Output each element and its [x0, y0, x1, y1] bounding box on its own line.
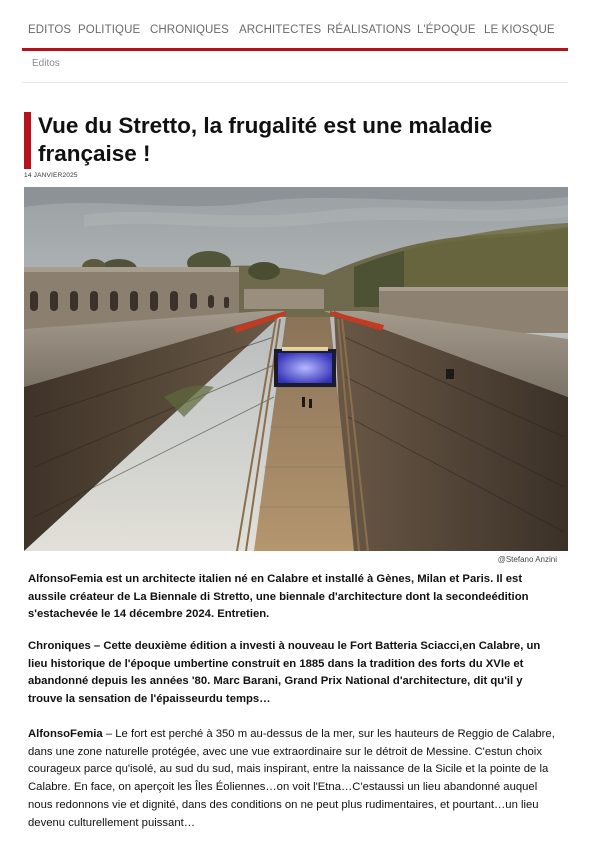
nav-item-le-kiosque[interactable]: LE KIOSQUE	[484, 24, 555, 36]
photo-credit: @Stefano Anzini	[497, 555, 557, 564]
breadcrumb	[22, 52, 568, 83]
breadcrumb-editos[interactable]: Editos	[32, 58, 60, 69]
answer-text: – Le fort est perché à 350 m au-dessus de la mer, sur les hauteurs de Reggio de Calabre, dans une zone naturelle protégée, avec une vue extraordinaire sur le détroit de Messine. C'estun choix courageux parce qu'isolé, au sud du sud, mais inspirant, entre la naissance de la Sicile et la pointe de la Calabre. En face, on aperçoit les Îles Éoliennes…on voit l'Etna…C'estaussi un lieu abandonné auquel nous redonnons vie et dignité, dans des conditions on ne peut plus rudimentaires, et pourtant…un lieu devenu culturellement puissant…	[28, 728, 555, 829]
answer-speaker: AlfonsoFemia	[28, 728, 103, 740]
nav-item-editos[interactable]: EDITOS	[28, 24, 72, 36]
article-intro: AlfonsoFemia est un architecte italien né en Calabre et installé à Gènes, Milan et Paris. Il est aussile créateur de La Biennale di Stretto, une biennale d'architecture dont la secondeédition s'estachevée le 14 décembre 2024. Entretien.	[28, 573, 529, 621]
nav-item-realisations[interactable]: RÉALISATIONS	[327, 24, 412, 36]
nav-item-lepoque[interactable]: L'ÉPOQUE	[417, 24, 476, 36]
fort-photo-illustration	[24, 187, 568, 551]
interview-answer	[28, 726, 558, 832]
nav-item-architectes[interactable]: ARCHITECTES	[239, 24, 322, 36]
nav-bar	[22, 0, 568, 51]
top-navigation	[22, 0, 568, 52]
nav-item-chroniques[interactable]: CHRONIQUES	[150, 24, 229, 36]
interview-question: Chroniques – Cette deuxième édition a investi à nouveau le Fort Batteria Sciacci,en Calabre, un lieu historique de l'époque umbertine construit en 1885 dans la tradition des forts du XVIe et abandonné depuis les années '80. Marc Barani, Grand Prix National d'architecture, dit qu'il y trouve la sensation de l'épaisseurdu temps…	[28, 640, 541, 706]
nav-item-politique[interactable]: POLITIQUE	[78, 24, 141, 36]
title-accent-bar	[24, 112, 31, 169]
article-date: 14 JANVIER2025	[24, 172, 78, 179]
article-photo	[24, 187, 568, 551]
article-title: Vue du Stretto, la frugalité est une maladie française !	[38, 113, 493, 166]
